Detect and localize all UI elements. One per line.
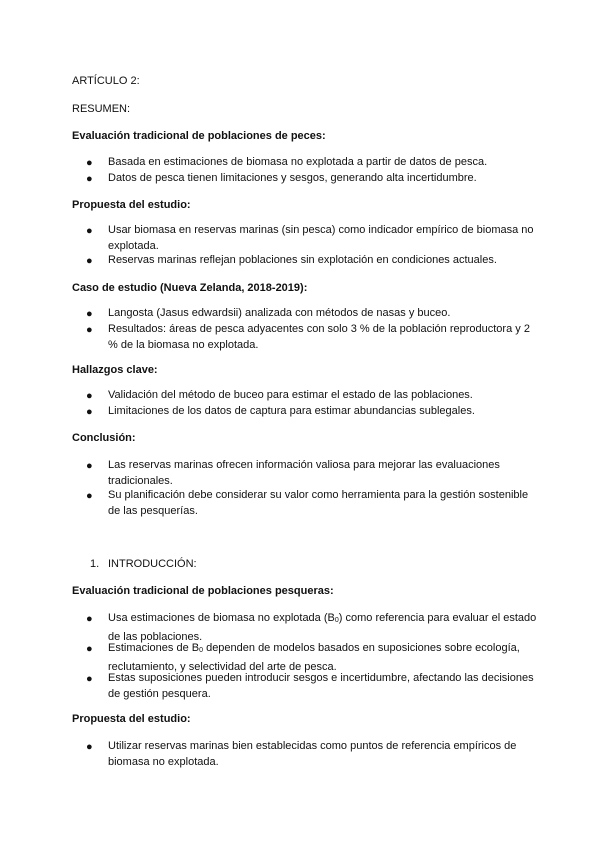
subscript: 0 bbox=[199, 647, 204, 654]
list-item: Su planificación debe considerar su valor como herramienta para la gestión sostenible de las pesquerías. bbox=[108, 489, 529, 517]
list-item: Langosta (Jasus edwardsii) analizada con métodos de nasas y buceo. bbox=[108, 307, 451, 319]
text-fragment: ) como referencia para evaluar el estado de las poblaciones. bbox=[108, 612, 537, 643]
list-item: Las reservas marinas ofrecen información valiosa para mejorar las evaluaciones tradicionales. bbox=[108, 459, 500, 487]
bullet: ● bbox=[86, 613, 93, 625]
section-heading-findings: Hallazgos clave: bbox=[72, 364, 158, 376]
list-item: Resultados: áreas de pesca adyacentes con solo 3 % de la población reproductora y 2 % de la biomasa no explotada. bbox=[108, 323, 530, 351]
section-heading-proposal-2: Propuesta del estudio: bbox=[72, 713, 191, 725]
intro-number: 1. bbox=[90, 558, 100, 570]
section-heading-traditional: Evaluación tradicional de poblaciones de peces: bbox=[72, 130, 326, 142]
section-heading-case-study: Caso de estudio (Nueva Zelanda, 2018-2019): bbox=[72, 282, 308, 294]
list-item: Reservas marinas reflejan poblaciones sin explotación en condiciones actuales. bbox=[108, 254, 497, 266]
bullet: ● bbox=[86, 324, 93, 336]
text-fragment: dependen de modelos basados en suposiciones sobre ecología, reclutamiento, y selectividad del arte de pesca. bbox=[108, 642, 520, 673]
intro-title: INTRODUCCIÓN: bbox=[108, 558, 197, 570]
summary-label: RESUMEN: bbox=[72, 103, 131, 115]
bullet: ● bbox=[86, 157, 93, 169]
list-item: Estas suposiciones pueden introducir sesgos e incertidumbre, afectando las decisiones de gestión pesquera. bbox=[108, 672, 534, 700]
text-fragment: Usa estimaciones de biomasa no explotada (B bbox=[108, 612, 335, 624]
bullet: ● bbox=[86, 741, 93, 753]
bullet: ● bbox=[86, 460, 93, 472]
list-item: Basada en estimaciones de biomasa no explotada a partir de datos de pesca. bbox=[108, 156, 488, 168]
list-item: Validación del método de buceo para estimar el estado de las poblaciones. bbox=[108, 389, 473, 401]
subscript: 0 bbox=[334, 617, 339, 624]
bullet: ● bbox=[86, 225, 93, 237]
bullet: ● bbox=[86, 490, 93, 502]
bullet: ● bbox=[86, 308, 93, 320]
section-heading-traditional-fisheries: Evaluación tradicional de poblaciones pesqueras: bbox=[72, 585, 334, 597]
bullet: ● bbox=[86, 673, 93, 685]
text-fragment: Estimaciones de B bbox=[108, 642, 200, 654]
bullet: ● bbox=[86, 643, 93, 655]
bullet: ● bbox=[86, 173, 93, 185]
bullet: ● bbox=[86, 406, 93, 418]
list-item: Limitaciones de los datos de captura para estimar abundancias sublegales. bbox=[108, 405, 475, 417]
article-title: ARTÍCULO 2: bbox=[72, 75, 140, 87]
list-item: Utilizar reservas marinas bien establecidas como puntos de referencia empíricos de biomasa no explotada. bbox=[108, 740, 517, 768]
bullet: ● bbox=[86, 390, 93, 402]
list-item: Usar biomasa en reservas marinas (sin pesca) como indicador empírico de biomasa no explotada. bbox=[108, 224, 534, 252]
list-item: Datos de pesca tienen limitaciones y sesgos, generando alta incertidumbre. bbox=[108, 172, 477, 184]
section-heading-conclusion: Conclusión: bbox=[72, 432, 136, 444]
bullet: ● bbox=[86, 255, 93, 267]
section-heading-proposal: Propuesta del estudio: bbox=[72, 199, 191, 211]
